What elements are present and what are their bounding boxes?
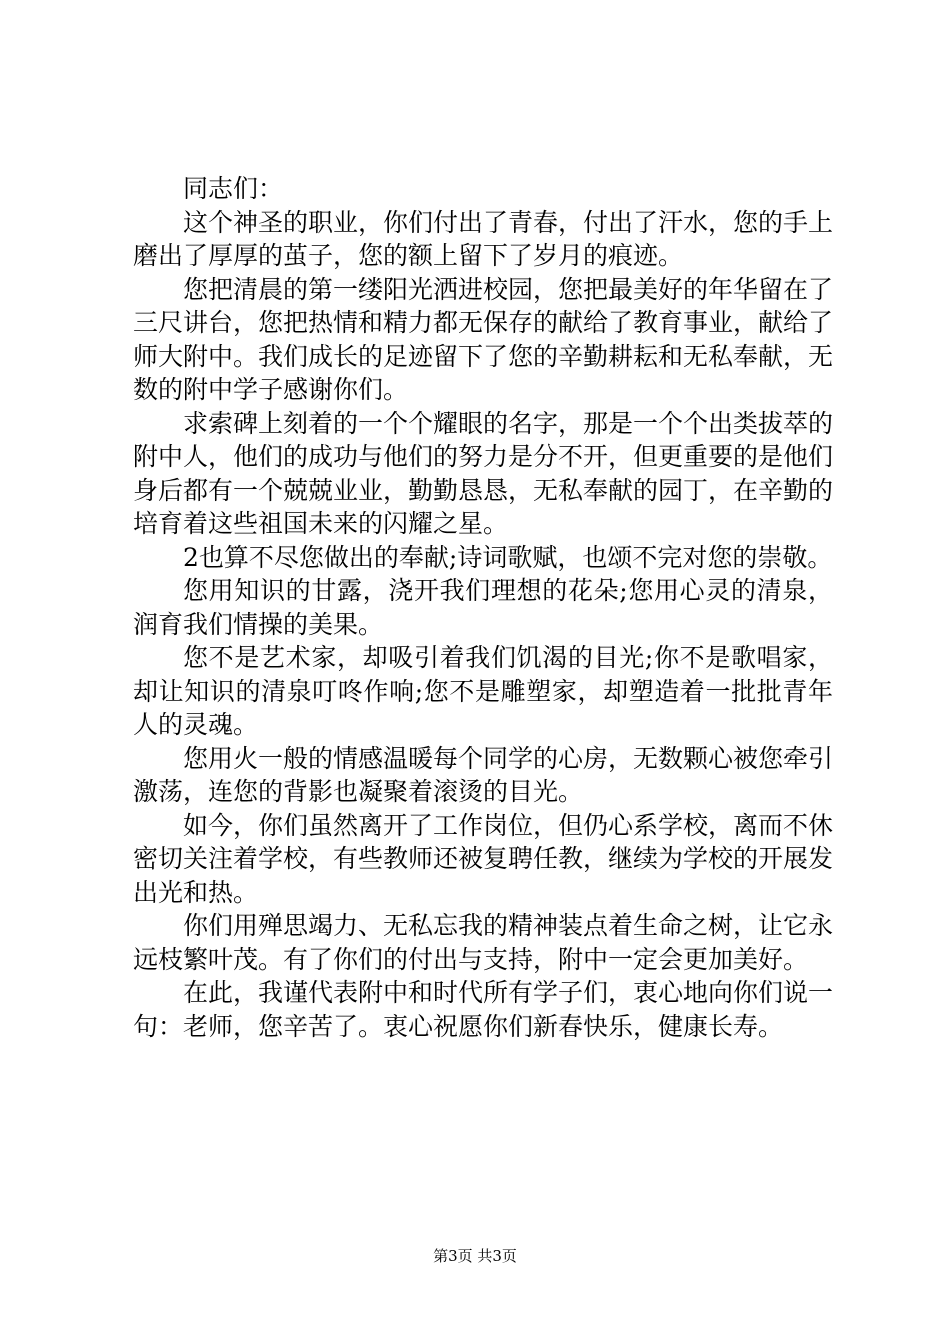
paragraph: 2也算不尽您做出的奉献;诗词歌赋，也颂不完对您的崇敬。	[183, 542, 833, 572]
document-body	[133, 172, 833, 1043]
page-footer	[0, 1246, 950, 1266]
paragraph-closing: 在此，我谨代表附中和时代所有学子们，衷心地向你们说一句：老师，您辛苦了。衷心祝愿你们新春快乐，健康长寿。	[133, 978, 834, 1041]
paragraph: 这个神圣的职业，你们付出了青春，付出了汗水，您的手上磨出了厚厚的茧子，您的额上留下了岁月的痕迹。	[133, 207, 834, 270]
paragraph-salutation: 同志们：	[183, 174, 284, 203]
paragraph: 如今，你们虽然离开了工作岗位，但仍心系学校，离而不休密切关注着学校，有些教师还被复聘任教，继续为学校的开展发出光和热。	[133, 810, 834, 907]
paragraph: 您用知识的甘露，浇开我们理想的花朵;您用心灵的清泉，润育我们情操的美果。	[133, 576, 833, 639]
paragraph: 您用火一般的情感温暖每个同学的心房，无数颗心被您牵引激荡，连您的背影也凝聚着滚烫的目光。	[133, 743, 834, 806]
page-number: 第3页 共3页	[433, 1247, 517, 1265]
paragraph: 您不是艺术家，却吸引着我们饥渴的目光;你不是歌唱家，却让知识的清泉叮咚作响;您不是雕塑家，却塑造着一批批青年人的灵魂。	[133, 643, 833, 739]
paragraph: 求索碑上刻着的一个个耀眼的名字，那是一个个出类拔萃的附中人，他们的成功与他们的努力是分不开，但更重要的是他们身后都有一个兢兢业业，勤勤恳恳，无私奉献的园丁，在辛勤的培育着这些祖国未来的闪耀之星。	[133, 408, 834, 538]
paragraph: 您把清晨的第一缕阳光洒进校园，您把最美好的年华留在了三尺讲台，您把热情和精力都无保存的献给了教育事业，献给了师大附中。我们成长的足迹留下了您的辛勤耕耘和无私奉献，无数的附中学子感谢你们。	[133, 274, 834, 404]
paragraph: 你们用殚思竭力、无私忘我的精神装点着生命之树，让它永远枝繁叶茂。有了你们的付出与支持，附中一定会更加美好。	[133, 911, 834, 974]
